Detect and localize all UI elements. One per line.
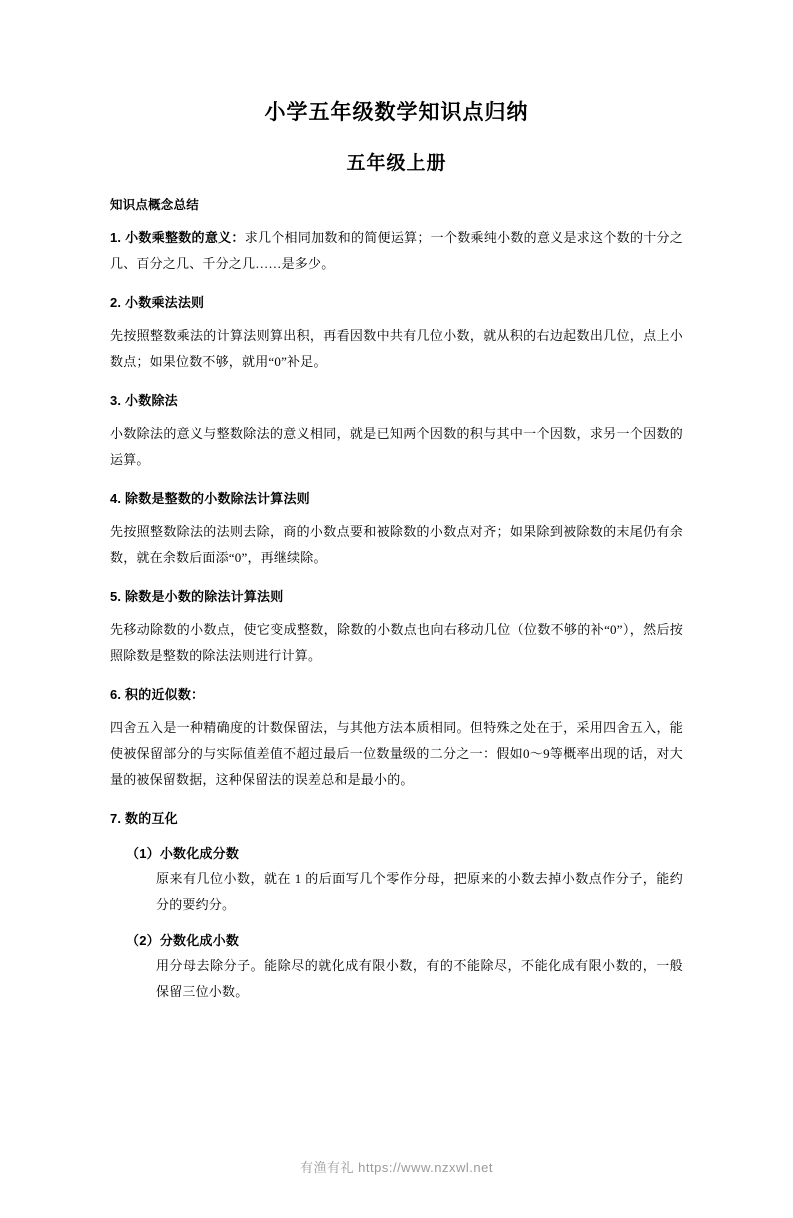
item-4-para: 先按照整数除法的法则去除，商的小数点要和被除数的小数点对齐；如果除到被除数的末尾仍有余数，就在余数后面添“0”，再继续除。 <box>110 524 683 566</box>
item-7-2-para: 用分母去除分子。能除尽的就化成有限小数，有的不能除尽，不能化成有限小数的，一般保留三位小数。 <box>156 958 683 1000</box>
item-4-heading: 4. 除数是整数的小数除法计算法则 <box>110 491 310 507</box>
item-7-heading: 7. 数的互化 <box>110 811 178 827</box>
page-title: 小学五年级数学知识点归纳 <box>264 101 529 124</box>
item-2-heading: 2. 小数乘法法则 <box>110 295 205 310</box>
item-7-2-heading: （2）分数化成小数 <box>126 933 240 949</box>
item-5-heading: 5. 除数是小数的除法计算法则 <box>110 589 284 605</box>
item-1 <box>110 225 683 277</box>
item-6-para: 四舍五入是一种精确度的计数保留法，与其他方法本质相同。但特殊之处在于，采用四舍五入，能使被保留部分的与实际值差值不超过最后一位数量级的二分之一：假如0～9等概率出现的话，对大量的被保留数据，这种保留法的误差总和是最小的。 <box>110 720 683 788</box>
item-1-text: 求几个相同加数和的简便运算；一个数乘纯小数的意义是求这个数的十分之几、百分之几、千分之几……是多少。 <box>110 230 683 271</box>
item-3-para: 小数除法的意义与整数除法的意义相同，就是已知两个因数的积与其中一个因数，求另一个因数的运算。 <box>110 426 683 468</box>
page-footer-watermark: 有渔有礼 https://www.nzxwl.net <box>300 1160 493 1175</box>
item-5-para: 先移动除数的小数点，使它变成整数，除数的小数点也向右移动几位（位数不够的补“0”），然后按照除数是整数的除法法则进行计算。 <box>110 622 683 664</box>
item-3-heading: 3. 小数除法 <box>110 393 178 409</box>
item-2-para: 先按照整数乘法的计算法则算出积，再看因数中共有几位小数，就从积的右边起数出几位，点上小数点；如果位数不够，就用“0”补足。 <box>110 328 683 370</box>
item-1-label: 1. 小数乘整数的意义： <box>110 230 245 245</box>
page-subtitle: 五年级上册 <box>346 153 447 174</box>
document-page <box>0 96 793 1218</box>
section-heading: 知识点概念总结 <box>110 198 199 212</box>
item-7-1-para: 原来有几位小数，就在 1 的后面写几个零作分母，把原来的小数去掉小数点作分子，能约分的要约分。 <box>156 871 683 913</box>
item-7-1-heading: （1）小数化成分数 <box>126 846 240 862</box>
item-6-heading: 6. 积的近似数： <box>110 687 205 703</box>
